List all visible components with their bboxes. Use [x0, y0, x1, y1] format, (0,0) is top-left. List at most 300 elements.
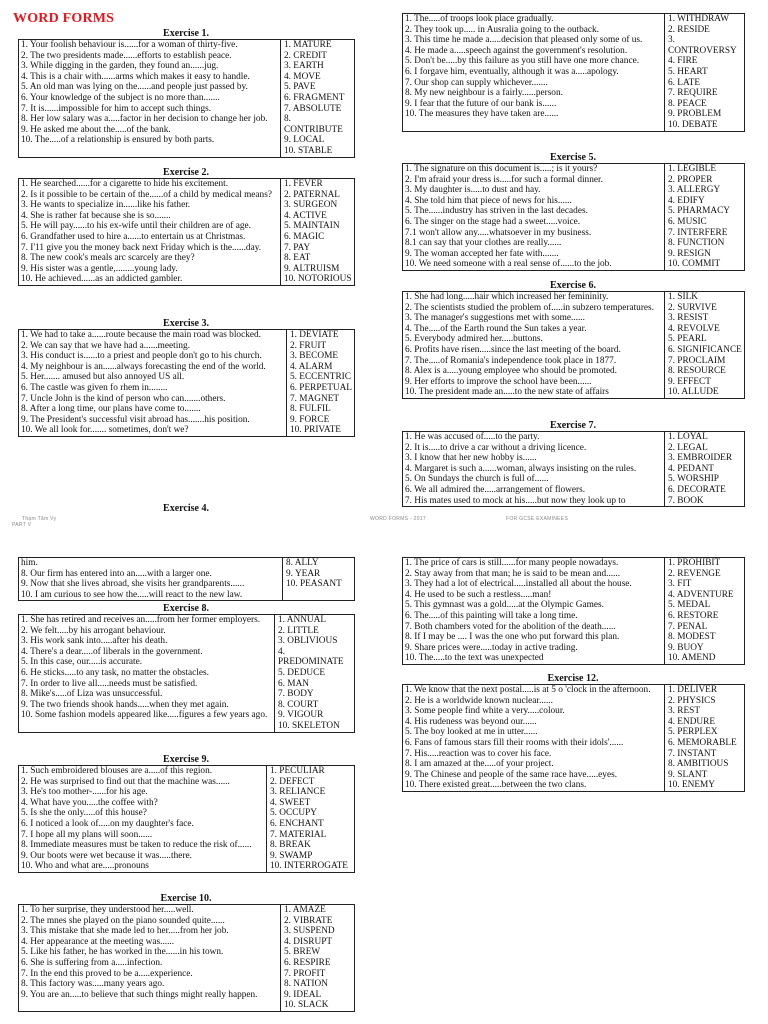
- question-line: 3. While digging in the garden, they found an......jug.: [21, 61, 219, 72]
- question-line: 3. I know that her new hobby is......: [405, 453, 537, 464]
- exercise-9: [18, 754, 354, 894]
- word-option: 5. PEARL: [668, 334, 707, 345]
- questions-cell: [19, 558, 283, 601]
- word-option: 5. MAINTAIN: [284, 221, 340, 232]
- question-line: 2. The two presidents made......efforts to establish peace.: [21, 50, 232, 61]
- question-line: 8.1 can say that your clothes are really......: [405, 238, 562, 249]
- word-option: 9. BUOY: [668, 642, 704, 653]
- page-title: WORD FORMS: [13, 11, 115, 26]
- question-line: 9. Her efforts to improve the school have been......: [405, 376, 592, 387]
- word-option: 4. FIRE: [668, 56, 698, 67]
- question-line: 10. The measures they have taken are......: [405, 109, 559, 120]
- question-line: 1. He searched......for a cigarette to hide his excitement.: [21, 179, 229, 189]
- word-option: 6. MEMORABLE: [668, 737, 737, 748]
- word-option: 5. WORSHIP: [668, 474, 719, 485]
- question-line: him.: [21, 558, 38, 568]
- questions-cell: [403, 292, 665, 399]
- word-option: 7. PENAL: [668, 621, 708, 632]
- question-line: 6. Your knowledge of the subject is no more than.......: [21, 92, 220, 103]
- question-line: 10. Who and what are.....pronouns: [21, 861, 149, 872]
- word-option: 7. INSTANT: [668, 748, 717, 759]
- word-option: 2. LITTLE: [278, 625, 319, 636]
- question-line: 2. We felt.....by his arrogant behaviour.: [21, 625, 166, 636]
- word-option: 3. OBLIVIOUS: [278, 636, 338, 647]
- question-line: 6. Fans of famous stars fill their rooms with their idols'......: [405, 737, 624, 748]
- word-option: 5. HEART: [668, 66, 708, 77]
- word-list-cell: [665, 558, 745, 665]
- question-line: 4. His rudeness was beyond our......: [405, 716, 537, 727]
- word-option: 5. ECCENTRIC: [290, 372, 351, 383]
- word-option: 9. PROBLEM: [668, 109, 722, 120]
- exercise-title: Exercise 7.: [550, 420, 596, 431]
- word-option: 3. SUSPEND: [284, 926, 335, 937]
- question-line: 5. This gymnast was a gold.....at the Olympic Games.: [405, 600, 604, 611]
- word-option: 3. ALLERGY: [668, 185, 721, 196]
- question-line: 8. If I may be .... I was the one who put forward this plan.: [405, 632, 620, 643]
- question-line: 1. The price of cars is still......for many people nowadays.: [405, 558, 619, 568]
- word-option: 9. LOCAL: [284, 135, 325, 146]
- question-line: 9. You are an.....to believe that such things might really happen.: [21, 989, 258, 1000]
- question-line: 2. The scientists studied the problem of.....in subzero temperatures.: [405, 302, 654, 313]
- exercise-title: Exercise 12.: [547, 673, 599, 684]
- word-option: 9. SWAMP: [270, 850, 313, 861]
- exercise-4-table: [402, 13, 745, 132]
- exercise-table: [18, 39, 355, 158]
- questions-cell: [19, 330, 287, 437]
- question-line: 3. He's too mother-......for his age.: [21, 787, 148, 798]
- questions-cell: [19, 615, 275, 733]
- word-option: 1. PECULIAR: [270, 766, 325, 776]
- question-line: 10. He achieved......as an addicted gambler.: [21, 274, 183, 285]
- word-option: 10. DEBATE: [668, 119, 718, 130]
- question-line: 6. The castle was given fo rhem in........: [21, 382, 168, 393]
- exercise-table: [18, 329, 355, 437]
- word-list-cell: [275, 615, 355, 733]
- word-option: 10. ENEMY: [668, 780, 715, 791]
- word-option: 8. ALLY: [286, 558, 319, 568]
- question-line: 5. The......industry has striven in the last decades.: [405, 206, 588, 217]
- question-line: 1. The signature on this document is.....; is it yours?: [405, 164, 598, 174]
- question-line: 2. He is a worldwide known nuclear......: [405, 695, 553, 706]
- word-option: 10. PRIVATE: [290, 425, 341, 436]
- question-line: 3. He wants to specialize in......like his father.: [21, 200, 191, 211]
- question-line: 1. To her surprise, they understood her.....well.: [21, 905, 194, 915]
- word-option: 4. MOVE: [284, 71, 321, 82]
- exercise-4-continued-table: [18, 557, 355, 601]
- question-line: 5. Her....... amused but also annoyed US all.: [21, 372, 185, 383]
- question-line: 8. Immediate measures must be taken to reduce the risk of......: [21, 840, 252, 851]
- question-line: 8. The new cook's meals arc scarcely are they?: [21, 253, 195, 264]
- question-line: 7. Both chambers voted for the abolition of the death......: [405, 621, 616, 632]
- exercise-table: [18, 178, 355, 286]
- question-line: 9. His sister was a gentle,........young lady.: [21, 263, 178, 274]
- word-option: 9. YEAR: [286, 568, 321, 579]
- word-option: 10. INTERROGATE: [270, 861, 348, 872]
- question-line: 5. Like his father, he has worked in the......in his town.: [21, 947, 224, 958]
- word-option: 1. FEVER: [284, 179, 323, 189]
- question-line: 4. She told him that piece of news for his......: [405, 195, 572, 206]
- question-line: 1. She has retired and receives an.....from her former employers.: [21, 615, 261, 625]
- word-option: 7. PROCLAIM: [668, 355, 726, 366]
- word-option: 10. COMMIT: [668, 259, 721, 270]
- word-list-cell: [665, 292, 745, 399]
- question-line: 3. My daughter is.....to dust and hay.: [405, 185, 541, 196]
- question-line: 7. The.....of Romania's independence took place in 1877.: [405, 355, 617, 366]
- word-option: 7. MATERIAL: [270, 829, 327, 840]
- word-list-cell: [665, 685, 745, 792]
- questions-cell: [19, 766, 267, 873]
- word-option: 5. PAVE: [284, 82, 316, 93]
- exercise-title: Exercise 1.: [163, 28, 209, 39]
- question-line: 1. We know that the next postal.....is at 5 o 'clock in the afternoon.: [405, 685, 651, 695]
- question-line: 3. Some people find white a very.....colour.: [405, 706, 565, 717]
- question-line: 1. She had long.....hair which increased her femininity.: [405, 292, 609, 302]
- word-option: 3. REST: [668, 706, 701, 717]
- word-option: 2. FRUIT: [290, 340, 327, 351]
- word-option: 1. ANNUAL: [278, 615, 327, 625]
- question-line: 4. What have you.....the coffee with?: [21, 797, 158, 808]
- question-line: 5. On Sundays the church is full of......: [405, 474, 549, 485]
- question-line: 9. The two friends shook hands.....when they met again.: [21, 699, 229, 710]
- question-line: 4. He used to be such a restless.....man!: [405, 589, 552, 600]
- word-option: 1. AMAZE: [284, 905, 326, 915]
- word-option: 4. ENDURE: [668, 716, 715, 727]
- exercise-table: [402, 431, 745, 507]
- question-line: 4. My neighbour is an......always forecasting the end of the world.: [21, 361, 266, 372]
- word-option: 10. PEASANT: [286, 579, 342, 590]
- word-option: 7. MAGNET: [290, 393, 340, 404]
- question-line: 10. We need someone with a real sense of......to the job.: [405, 259, 612, 270]
- word-option: 4. DISRUPT: [284, 936, 333, 947]
- question-line: 1. The.....of troops look place gradually.: [405, 14, 554, 24]
- word-option: 2. PHYSICS: [668, 695, 716, 706]
- word-option: 2. CREDIT: [284, 50, 327, 61]
- word-option: 3. SURGEON: [284, 200, 338, 211]
- word-option: 6. MUSIC: [668, 216, 707, 227]
- word-option: 9. RESIGN: [668, 248, 711, 259]
- word-list-cell: [267, 766, 355, 873]
- word-option: 9. EFFECT: [668, 376, 711, 387]
- word-option: 7. BODY: [278, 689, 314, 700]
- word-option: 3. RELIANCE: [270, 787, 326, 798]
- question-line: 10. The.....to the text was unexpected: [405, 653, 544, 664]
- question-line: 1. Your foolish behaviour is......for a woman of thirty-five.: [21, 40, 238, 50]
- exercise-12: [402, 673, 744, 823]
- word-option: 2. PROPER: [668, 174, 713, 185]
- exercise-5: [402, 152, 744, 282]
- word-option: 2. REVENGE: [668, 568, 721, 579]
- exercise-7: [402, 420, 744, 515]
- word-option: 6. MAN: [278, 678, 309, 689]
- word-option: 8. AMBITIOUS: [668, 759, 729, 770]
- word-option: 5. OCCUPY: [270, 808, 318, 819]
- word-option: 1. DELIVER: [668, 685, 718, 695]
- word-option: 6. FRAGMENT: [284, 92, 345, 103]
- word-option: 10. SKELETON: [278, 720, 340, 731]
- word-option: 8. NATION: [284, 979, 328, 990]
- word-option: 2. VIBRATE: [284, 915, 333, 926]
- word-option: 1. LEGIBLE: [668, 164, 717, 174]
- word-option: 5. BREW: [284, 947, 321, 958]
- question-line: 7. I'11 give you the money back next Friday which is the......day.: [21, 242, 262, 253]
- word-option: 4. ACTIVE: [284, 210, 327, 221]
- exercise-table: [402, 291, 745, 399]
- word-list-cell: [665, 14, 745, 132]
- footer-center: WORD FORMS - 2017: [370, 516, 426, 522]
- word-option: 8. FUNCTION: [668, 238, 725, 249]
- word-option: 1. DEVIATE: [290, 330, 339, 340]
- question-line: 2. He was surprised to find out that the machine was......: [21, 776, 230, 787]
- word-option: 6. RESTORE: [668, 610, 719, 621]
- exercise-title: Exercise 6.: [550, 280, 596, 291]
- word-option: 3. EARTH: [284, 61, 324, 72]
- word-option: 10. ALLUDE: [668, 387, 719, 398]
- word-option: 3. EMBROIDER: [668, 453, 733, 464]
- word-option: 9. SLANT: [668, 769, 708, 780]
- question-line: 10. The.....of a relationship is ensured by both parts.: [21, 135, 215, 146]
- question-line: 6. The singer on the stage had a sweet.....voice.: [405, 216, 581, 227]
- word-option: 9. VIGOUR: [278, 710, 324, 721]
- word-list-cell: [287, 330, 355, 437]
- question-line: 2. We can say that we have had a......meeting.: [21, 340, 190, 351]
- word-list-cell: [281, 40, 355, 158]
- question-line: 8. I am amazed at the.....of your project.: [405, 759, 554, 770]
- word-list-cell: [665, 432, 745, 507]
- word-option: 3. BECOME: [290, 351, 339, 362]
- question-line: 9. Our boots were wet because it was.....there.: [21, 850, 192, 861]
- question-line: 6. I forgave him, eventually, although it was a.....apology.: [405, 66, 619, 77]
- word-option: 9. IDEAL: [284, 989, 322, 1000]
- question-line: 8. Mike's.....of Liza was unsuccessful.: [21, 689, 163, 700]
- word-option: 5. PHARMACY: [668, 206, 730, 217]
- word-option: 3. FIT: [668, 579, 692, 590]
- word-option: 8. FULFIL: [290, 404, 331, 415]
- word-option: 6. MAGIC: [284, 231, 325, 242]
- word-option: 4. ALARM: [290, 361, 333, 372]
- question-line: 1. We had to take a......route because the main road was blocked.: [21, 330, 261, 340]
- question-line: 2. Stay away from that man; he is said to be mean and......: [405, 568, 621, 579]
- question-line: 7. In order to live all.....needs must be satisfied.: [21, 678, 198, 689]
- exercise-title: Exercise 2.: [163, 167, 209, 178]
- word-option: 3. CONTROVERSY: [668, 35, 737, 56]
- questions-cell: [403, 685, 665, 792]
- question-line: 2. It is.....to drive a car without a driving licence.: [405, 442, 587, 453]
- word-option: 6. ENCHANT: [270, 818, 324, 829]
- question-line: 8. Her low salary was a.....factor in her decision to change her job.: [21, 114, 268, 125]
- footer-right: FOR GCSE EXAMINEES: [506, 516, 569, 522]
- question-line: 7. Our shop can supply whichever.......: [405, 77, 548, 88]
- word-option: 4. PREDOMINATE: [278, 646, 344, 668]
- question-line: 2. Is it possible to be certain of the......of a child by medical means?: [21, 189, 272, 200]
- exercise-2: [18, 167, 354, 319]
- questions-cell: [19, 179, 281, 286]
- exercise-10: [18, 893, 354, 1024]
- question-line: 9. The woman accepted her fate with.......: [405, 248, 559, 259]
- question-line: 8. After a long time, our plans have come to.......: [21, 404, 201, 415]
- exercise-title: Exercise 5.: [550, 152, 596, 163]
- question-line: 8. Our firm has entered into an.....with a larger one.: [21, 568, 212, 579]
- exercise-6: [402, 280, 744, 422]
- question-line: 10. There existed great.....between the two clans.: [405, 780, 587, 791]
- question-line: 9. The President's successful visit abroad has.......his position.: [21, 414, 250, 425]
- word-option: 9. FORCE: [290, 414, 330, 425]
- question-line: 10. The president made an.....to the new state of affairs: [405, 387, 609, 398]
- questions-cell: [403, 14, 665, 132]
- exercise-1: [18, 28, 354, 168]
- question-line: 5. Everybody admired her.....buttons.: [405, 334, 543, 345]
- exercise-title: Exercise 8.: [163, 603, 209, 614]
- question-line: 5. The boy looked at me in utter......: [405, 727, 538, 738]
- question-line: 8. Alex is a.....young employee who should be promoted.: [405, 366, 617, 377]
- word-option: 5. MEDAL: [668, 600, 711, 611]
- question-line: 2. They took up..... in Ausralia going to the outback.: [405, 24, 600, 35]
- word-option: 4. SWEET: [270, 797, 311, 808]
- word-option: 7. ABSOLUTE: [284, 103, 342, 114]
- question-line: 2. The mnes she played on the piano sounded quite......: [21, 915, 225, 926]
- question-line: 3. His work sank into.....after his death.: [21, 636, 168, 647]
- exercise-table: [402, 163, 745, 271]
- word-option: 10. NOTORIOUS: [284, 274, 352, 285]
- word-list-cell: [665, 164, 745, 271]
- word-option: 2. DEFECT: [270, 776, 315, 787]
- word-option: 8. MODEST: [668, 632, 716, 643]
- word-option: 9. ALTRUISM: [284, 263, 340, 274]
- word-list-cell: [283, 558, 355, 601]
- exercise-title: Exercise 9.: [163, 754, 209, 765]
- exercise-11-table: [402, 557, 745, 665]
- word-option: 5. PERPLEX: [668, 727, 718, 738]
- question-line: 4. Her appearance at the meeting was......: [21, 936, 175, 947]
- exercise-8: [18, 603, 354, 763]
- word-option: 1. LOYAL: [668, 432, 708, 442]
- question-line: 4. She is rather fat because she is so.......: [21, 210, 171, 221]
- questions-cell: [19, 40, 281, 158]
- question-line: 7. In the end this proved to be a.....experience.: [21, 968, 193, 979]
- word-option: 8. COURT: [278, 699, 319, 710]
- word-list-cell: [281, 179, 355, 286]
- question-line: 1. He was accused of.....to the party.: [405, 432, 540, 442]
- question-line: 6. We all admired the.....arrangement of flowers.: [405, 484, 586, 495]
- word-option: 8. RESOURCE: [668, 366, 726, 377]
- word-option: 4. EDIFY: [668, 195, 705, 206]
- word-option: 7. INTERFERE: [668, 227, 728, 238]
- question-line: 3. The manager's suggestions met with some......: [405, 313, 585, 324]
- word-option: 4. REVOLVE: [668, 323, 720, 334]
- question-line: 5. Don't be.....by this failure as you still have one more chance.: [405, 56, 640, 67]
- question-line: 5. He will pay......to his ex-wife until their children are of age.: [21, 221, 251, 232]
- word-option: 4. PEDANT: [668, 463, 714, 474]
- question-line: 2. I'm afraid your dress is.....for such a formal dinner.: [405, 174, 603, 185]
- word-option: 8. BREAK: [270, 840, 311, 851]
- question-line: 4. Margaret is such a......woman, always insisting on the rules.: [405, 463, 637, 474]
- questions-cell: [403, 432, 665, 507]
- question-line: 6. I noticed a look of.....on my daughter's face.: [21, 818, 194, 829]
- question-line: 8. My new neighbour is a fairly......person.: [405, 88, 563, 99]
- word-option: 10. SLACK: [284, 1000, 329, 1011]
- question-line: 4. The.....of the Earth round the Sun takes a year.: [405, 323, 587, 334]
- word-option: 10. STABLE: [284, 145, 333, 156]
- question-line: 5. An old man was lying on the......and people just passed by.: [21, 82, 248, 93]
- exercise-table: [18, 614, 355, 733]
- question-line: 4. There's a dear.....of liberals in the government.: [21, 646, 203, 657]
- word-option: 7. PROFIT: [284, 968, 326, 979]
- question-line: 5. Is she the only.....of this house?: [21, 808, 147, 819]
- questions-cell: [403, 164, 665, 271]
- question-line: 6. Profits have risen.....since the last meeting of the board.: [405, 344, 621, 355]
- question-line: 7. Uncle John is the kind of person who can.......others.: [21, 393, 226, 404]
- word-list-cell: [281, 905, 355, 1012]
- word-option: 6. SIGNIFICANCE: [668, 344, 742, 355]
- question-line: 7.1 won't allow any.....whatsoever in my business.: [405, 227, 592, 238]
- word-option: 4. ADVENTURE: [668, 589, 734, 600]
- word-option: 1. PROHIBIT: [668, 558, 721, 568]
- question-line: 10. Some fashion models appeared like.....figures a few years ago.: [21, 710, 268, 721]
- question-line: 6. She is suffering from a.....infection.: [21, 957, 163, 968]
- questions-cell: [403, 558, 665, 665]
- exercise-3: [18, 318, 354, 483]
- question-line: 7. His.....reaction was to cover his face.: [405, 748, 552, 759]
- word-option: 2. LEGAL: [668, 442, 708, 453]
- word-option: 5. DEDUCE: [278, 667, 325, 678]
- question-line: 1. Such embroidered blouses are a.....of this region.: [21, 766, 213, 776]
- question-line: 7. His mates used to mock at his.....but now they look up to: [405, 495, 626, 506]
- word-option: 1. WITHDRAW: [668, 14, 730, 24]
- question-line: 7. I hope all my plans will soon......: [21, 829, 153, 840]
- exercise-title: Exercise 3.: [163, 318, 209, 329]
- question-line: 9. The Chinese and people of the same race have.....eyes.: [405, 769, 618, 780]
- question-line: 9. I fear that the future of our bank is......: [405, 98, 557, 109]
- word-option: 8. EAT: [284, 253, 311, 264]
- question-line: 3. This time he made a.....decision that pleased only some of us.: [405, 35, 643, 46]
- exercise-title: Exercise 4.: [163, 503, 209, 514]
- word-option: 1. MATURE: [284, 40, 332, 50]
- exercise-table: [18, 904, 355, 1012]
- word-option: 1. SILK: [668, 292, 698, 302]
- word-option: 7. REQUIRE: [668, 88, 718, 99]
- exercise-table: [18, 765, 355, 873]
- word-option: 10. AMEND: [668, 653, 716, 664]
- question-line: 8. This factory was.....many years ago.: [21, 979, 165, 990]
- question-line: 6. The.....of this painting will take a long time.: [405, 610, 578, 621]
- question-line: 6. Grandfather used to hire a......to entertain us at Christmas.: [21, 231, 246, 242]
- exercise-table: [402, 684, 745, 792]
- question-line: 4. This is a chair with......arms which makes it easy to handle.: [21, 71, 250, 82]
- word-option: 8. CONTRIBUTE: [284, 114, 343, 135]
- question-line: 4. He made a.....speech against the government's resolution.: [405, 45, 628, 56]
- word-option: 2. SURVIVE: [668, 302, 717, 313]
- word-option: 2. PATERNAL: [284, 189, 340, 200]
- question-line: 10. We all look for....... sometimes, don't we?: [21, 425, 189, 436]
- question-line: 9. He asked me about the.....of the bank.: [21, 124, 171, 135]
- question-line: 9. Share prices were.....today in active trading.: [405, 642, 578, 653]
- word-option: 8. PEACE: [668, 98, 707, 109]
- questions-cell: [19, 905, 281, 1012]
- footer-part: PART V: [12, 522, 32, 528]
- question-line: 9. Now that she lives abroad, she visits her grandparents......: [21, 579, 245, 590]
- question-line: 3. This mistake that she made led to her.....from her job.: [21, 926, 229, 937]
- word-option: 6. RESPIRE: [284, 957, 331, 968]
- word-option: 6. DECORATE: [668, 484, 726, 495]
- question-line: 10. I am curious to see how the.....will react to the new law.: [21, 589, 243, 600]
- word-option: 7. BOOK: [668, 495, 704, 506]
- question-line: 5. In this case, our.....is accurate.: [21, 657, 143, 668]
- question-line: 6. He sticks.....to any task, no matter the obstacles.: [21, 667, 209, 678]
- word-option: 6. LATE: [668, 77, 701, 88]
- question-line: 7. It is......impossible for him to accept such things.: [21, 103, 212, 114]
- exercise-title: Exercise 10.: [160, 893, 212, 904]
- word-option: 6. PERPETUAL: [290, 382, 352, 393]
- question-line: 3. His conduct is......to a priest and people don't go to his church.: [21, 351, 262, 362]
